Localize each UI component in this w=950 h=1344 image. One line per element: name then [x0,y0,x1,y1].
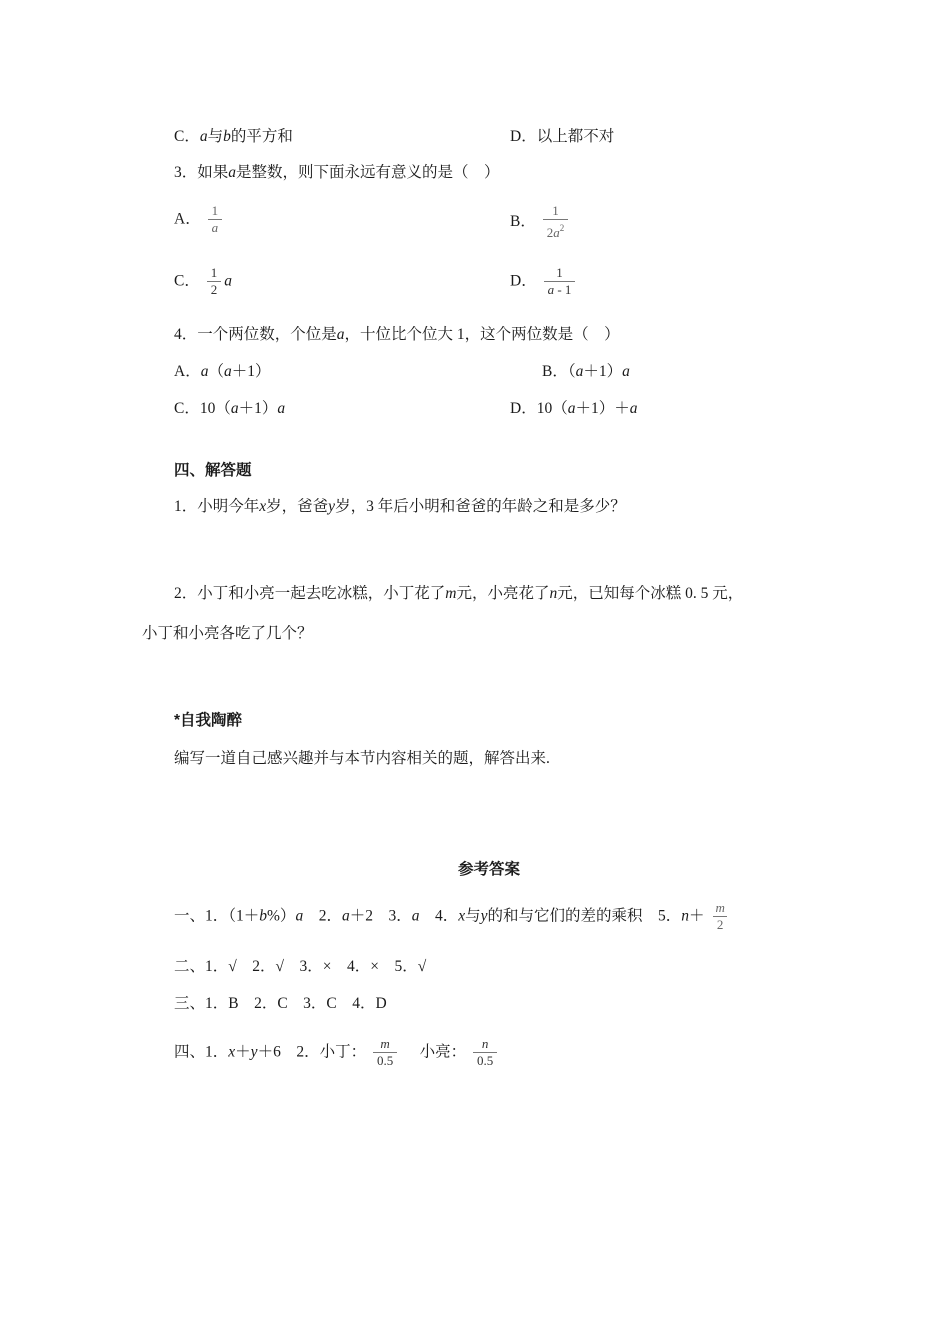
q4-option-c: C．10（a＋1）a [174,400,286,417]
q3-option-a: A． $\frac{1}{a}$ [174,203,225,236]
answers-row-1: 一、1．（1＋b%）a 2．a＋2 3．a 4．x与y的和与它们的差的乘积 5．n＋ $\frac{m}{2}$ [174,900,732,933]
extra-title: *自我陶醉 [174,712,243,729]
answers-row-3: 三、1．B 2．C 3．C 4．D [174,995,387,1012]
extra-body: 编写一道自己感兴趣并与本节内容相关的题，解答出来. [174,750,550,767]
problem-2-continued: 小丁和小亮各吃了几个？ [142,625,313,642]
fraction: $\frac{1}{2}$ [207,265,222,298]
fraction: $\frac{1}{a - 1}$ [544,265,576,298]
section-title-answer-questions: 四、解答题 [174,462,252,479]
q3-option-d: D． $\frac{1}{a - 1}$ [510,265,578,298]
q2-option-c: C．a与b的平方和 [174,128,293,145]
q4-option-a: A．a（a＋1） [174,363,271,380]
fraction: $\frac{1}{2a^2}$ [543,203,569,241]
q4-stem: 4．一个两位数，个位是a，十位比个位大 1，这个两位数是（ ） [174,326,620,343]
answers-row-4: 四、1．x＋y＋6 2．小丁： $\frac{m}{0.5}$ 小亮： $\frac{n}{0.5}$ [174,1036,500,1069]
problem-2: 2．小丁和小亮一起去吃冰糕，小丁花了m元，小亮花了n元，已知每个冰糕 0. 5 元， [174,585,744,602]
fraction: $\frac{m}{0.5}$ [373,1036,397,1069]
answers-title: 参考答案 [458,861,521,878]
q3-stem: 3．如果a是整数，则下面永远有意义的是（ ） [174,164,500,181]
fraction: $\frac{n}{0.5}$ [473,1036,497,1069]
q4-option-d: D．10（a＋1）＋a [510,400,638,417]
q3-option-c: C． $\frac{1}{2}$ a [174,265,232,297]
problem-1: 1．小明今年x岁，爸爸y岁，3 年后小明和爸爸的年龄之和是多少？ [174,498,626,515]
answers-row-2: 二、1．√ 2．√ 3．× 4．× 5．√ [174,958,427,975]
q2-option-d: D．以上都不对 [510,128,615,145]
q4-option-b: B．（a＋1）a [542,363,630,380]
fraction: $\frac{m}{2}$ [711,900,728,933]
q3-option-b: B． $\frac{1}{2a^2}$ [510,203,571,241]
fraction: $\frac{1}{a}$ [208,203,223,236]
